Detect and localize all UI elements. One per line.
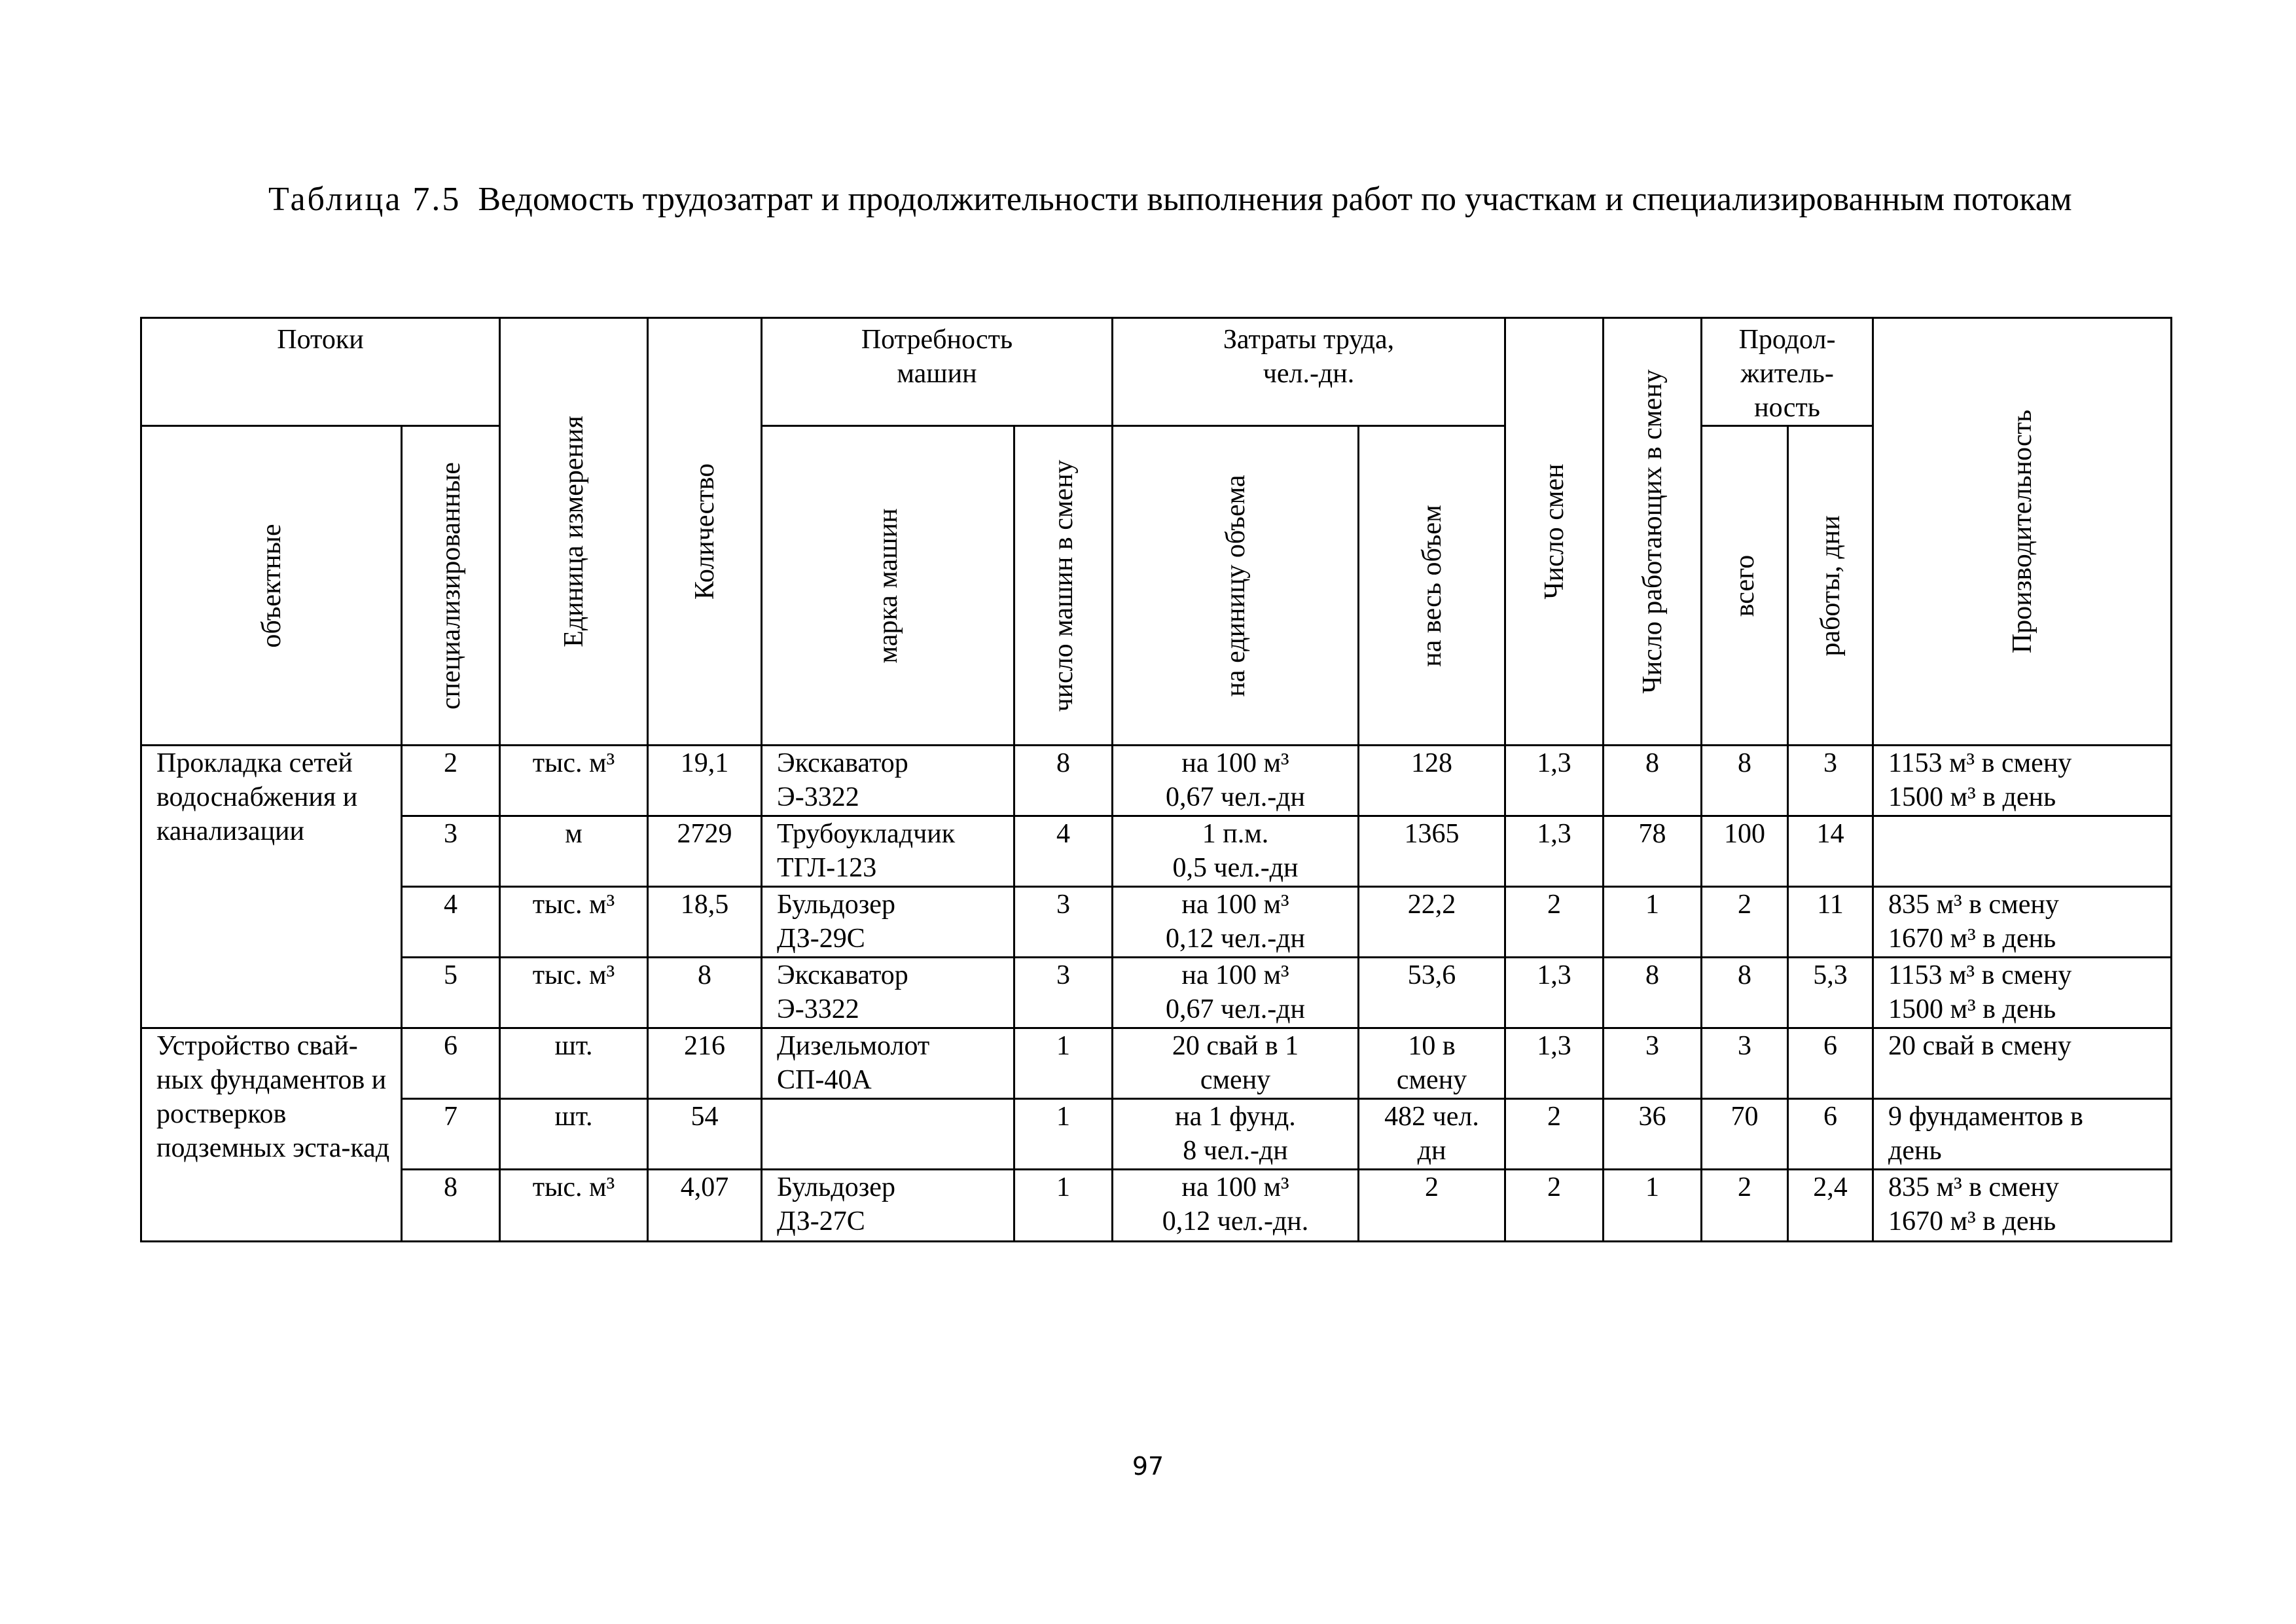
cell-brand <box>762 1028 1014 1099</box>
header-total-volume-text: на весь объем <box>1416 504 1447 667</box>
header-object-text: объектные <box>256 523 287 648</box>
header-machines-per-shift-text: число машин в смену <box>1048 459 1079 712</box>
header-unit-text: Единица измерения <box>558 416 589 647</box>
header-qty-text: Количество <box>689 463 720 600</box>
cell-dur-work: 2,4 <box>1788 1170 1873 1242</box>
total-line: 10 в <box>1408 1031 1456 1061</box>
cell-workers: 1 <box>1604 1170 1702 1242</box>
cell-dur-total: 70 <box>1702 1099 1788 1170</box>
cell-per-unit <box>1113 1099 1359 1170</box>
cell-brand <box>762 816 1014 887</box>
total-line: 482 чел. <box>1384 1102 1479 1132</box>
header-total-text: всего <box>1729 554 1760 617</box>
labor-table <box>140 317 2172 1242</box>
cell-qty: 19,1 <box>648 746 762 816</box>
total-line: 22,2 <box>1407 890 1456 920</box>
header-workers <box>1604 318 1702 746</box>
cell-workers: 36 <box>1604 1099 1702 1170</box>
prod-line: 835 м³ в смену <box>1888 890 2059 920</box>
cell-dur-total: 100 <box>1702 816 1788 887</box>
cell-dur-total: 8 <box>1702 958 1788 1028</box>
cell-qty: 4,07 <box>648 1170 762 1242</box>
header-workers-text: Число работающих в смену <box>1637 369 1668 694</box>
per-unit-line: на 100 м³ <box>1181 748 1289 778</box>
header-machines: Потребность машин <box>762 318 1113 426</box>
cell-workers: 78 <box>1604 816 1702 887</box>
cell-spec: 6 <box>402 1028 500 1099</box>
cell-total-volume <box>1359 958 1505 1028</box>
header-per-unit <box>1113 426 1359 746</box>
cell-per-unit <box>1113 746 1359 816</box>
cell-qty: 8 <box>648 958 762 1028</box>
cell-dur-total: 3 <box>1702 1028 1788 1099</box>
cell-machines-per-shift: 3 <box>1014 958 1113 1028</box>
cell-qty: 18,5 <box>648 887 762 958</box>
cell-spec: 5 <box>402 958 500 1028</box>
cell-unit: шт. <box>500 1099 648 1170</box>
cell-productivity <box>1873 1099 2172 1170</box>
header-work-days-text: работы, дни <box>1815 514 1846 657</box>
prod-line: 1153 м³ в смену <box>1888 960 2072 990</box>
brand-line: ДЗ-29С <box>777 924 865 954</box>
cell-unit: шт. <box>500 1028 648 1099</box>
cell-total-volume <box>1359 887 1505 958</box>
header-special <box>402 426 500 746</box>
cell-per-unit <box>1113 958 1359 1028</box>
header-duration: Продол- житель- ность <box>1702 318 1873 426</box>
cell-productivity <box>1873 958 2172 1028</box>
cell-dur-work: 14 <box>1788 816 1873 887</box>
cell-machines-per-shift: 8 <box>1014 746 1113 816</box>
prod-line: 1153 м³ в смену <box>1888 748 2072 778</box>
table-row <box>141 1099 2172 1170</box>
per-unit-line: на 100 м³ <box>1181 890 1289 920</box>
cell-productivity <box>1873 746 2172 816</box>
cell-unit: м <box>500 816 648 887</box>
cell-total-volume <box>1359 1170 1505 1242</box>
cell-spec: 3 <box>402 816 500 887</box>
header-brand-text: марка машин <box>872 507 903 664</box>
cell-dur-work: 6 <box>1788 1028 1873 1099</box>
cell-machines-per-shift: 3 <box>1014 887 1113 958</box>
table-caption <box>157 175 2160 224</box>
per-unit-line: 0,5 чел.-дн <box>1172 853 1299 883</box>
page-number: 97 <box>1132 1452 1164 1481</box>
brand-line: ТГЛ-123 <box>777 853 877 883</box>
table-row <box>141 1170 2172 1242</box>
header-special-text: специализированные <box>435 461 466 710</box>
cell-qty: 216 <box>648 1028 762 1099</box>
caption-label: Таблица 7.5 <box>268 181 461 218</box>
cell-shifts: 2 <box>1505 887 1604 958</box>
cell-productivity <box>1873 887 2172 958</box>
table-row <box>141 746 2172 816</box>
brand-line: Экскаватор <box>777 748 908 778</box>
cell-shifts: 1,3 <box>1505 958 1604 1028</box>
header-productivity <box>1873 318 2172 746</box>
header-qty <box>648 318 762 746</box>
total-line: смену <box>1396 1065 1467 1095</box>
cell-productivity <box>1873 1028 2172 1099</box>
prod-line: 1500 м³ в день <box>1888 782 2056 812</box>
per-unit-line: 1 п.м. <box>1202 819 1269 849</box>
cell-shifts: 1,3 <box>1505 816 1604 887</box>
header-shifts <box>1505 318 1604 746</box>
cell-machines-per-shift: 1 <box>1014 1170 1113 1242</box>
cell-spec: 2 <box>402 746 500 816</box>
cell-spec: 8 <box>402 1170 500 1242</box>
per-unit-line: 0,12 чел.-дн. <box>1162 1206 1309 1236</box>
table-row <box>141 816 2172 887</box>
cell-brand <box>762 1099 1014 1170</box>
cell-unit: тыс. м³ <box>500 958 648 1028</box>
cell-workers: 8 <box>1604 746 1702 816</box>
brand-line: Бульдозер <box>777 890 895 920</box>
prod-line: день <box>1888 1136 1942 1166</box>
group-cell: Прокладка сетей водоснабжения и канализации <box>141 746 402 1028</box>
cell-qty: 54 <box>648 1099 762 1170</box>
cell-dur-work: 5,3 <box>1788 958 1873 1028</box>
cell-brand <box>762 1170 1014 1242</box>
prod-line: 1670 м³ в день <box>1888 1206 2056 1236</box>
cell-workers: 1 <box>1604 887 1702 958</box>
brand-line: Бульдозер <box>777 1172 895 1202</box>
per-unit-line: на 100 м³ <box>1181 960 1289 990</box>
cell-per-unit <box>1113 1028 1359 1099</box>
brand-line: ДЗ-27С <box>777 1206 865 1236</box>
total-line: 128 <box>1411 748 1452 778</box>
cell-per-unit <box>1113 816 1359 887</box>
table-row <box>141 887 2172 958</box>
cell-total-volume <box>1359 1099 1505 1170</box>
cell-shifts: 1,3 <box>1505 746 1604 816</box>
brand-line: Экскаватор <box>777 960 908 990</box>
header-unit <box>500 318 648 746</box>
per-unit-line: на 1 фунд. <box>1175 1102 1296 1132</box>
per-unit-line: 0,67 чел.-дн <box>1165 782 1306 812</box>
cell-unit: тыс. м³ <box>500 1170 648 1242</box>
cell-shifts: 1,3 <box>1505 1028 1604 1099</box>
header-flows: Потоки <box>141 318 500 426</box>
table-row <box>141 958 2172 1028</box>
cell-machines-per-shift: 1 <box>1014 1028 1113 1099</box>
table-row <box>141 1028 2172 1099</box>
cell-unit: тыс. м³ <box>500 887 648 958</box>
cell-machines-per-shift: 1 <box>1014 1099 1113 1170</box>
per-unit-line: 0,67 чел.-дн <box>1165 994 1306 1024</box>
header-object <box>141 426 402 746</box>
per-unit-line: 20 свай в 1 <box>1172 1031 1299 1061</box>
prod-line: 20 свай в смену <box>1888 1031 2072 1061</box>
total-line: 53,6 <box>1407 960 1456 990</box>
total-line: дн <box>1417 1136 1446 1166</box>
header-labor: Затраты труда, чел.-дн. <box>1113 318 1505 426</box>
cell-brand <box>762 887 1014 958</box>
header-productivity-text: Производительность <box>2007 409 2037 654</box>
cell-dur-total: 8 <box>1702 746 1788 816</box>
per-unit-line: 8 чел.-дн <box>1183 1136 1288 1166</box>
header-work-days <box>1788 426 1873 746</box>
cell-machines-per-shift: 4 <box>1014 816 1113 887</box>
cell-workers: 3 <box>1604 1028 1702 1099</box>
per-unit-line: смену <box>1200 1065 1271 1095</box>
brand-line: Дизельмолот <box>777 1031 930 1061</box>
cell-productivity <box>1873 816 2172 887</box>
cell-unit: тыс. м³ <box>500 746 648 816</box>
cell-total-volume <box>1359 816 1505 887</box>
cell-shifts: 2 <box>1505 1170 1604 1242</box>
header-total <box>1702 426 1788 746</box>
cell-workers: 8 <box>1604 958 1702 1028</box>
prod-line: 9 фундаментов в <box>1888 1102 2083 1132</box>
cell-dur-work: 6 <box>1788 1099 1873 1170</box>
header-shifts-text: Число смен <box>1539 463 1570 600</box>
brand-line: Э-3322 <box>777 994 859 1024</box>
cell-dur-total: 2 <box>1702 1170 1788 1242</box>
cell-shifts: 2 <box>1505 1099 1604 1170</box>
cell-dur-work: 3 <box>1788 746 1873 816</box>
prod-line: 1670 м³ в день <box>1888 924 2056 954</box>
cell-total-volume <box>1359 1028 1505 1099</box>
per-unit-line: 0,12 чел.-дн <box>1165 924 1306 954</box>
cell-per-unit <box>1113 887 1359 958</box>
header-brand <box>762 426 1014 746</box>
header-machines-per-shift <box>1014 426 1113 746</box>
cell-dur-total: 2 <box>1702 887 1788 958</box>
cell-total-volume <box>1359 746 1505 816</box>
cell-per-unit <box>1113 1170 1359 1242</box>
cell-dur-work: 11 <box>1788 887 1873 958</box>
brand-line: СП-40А <box>777 1065 872 1095</box>
cell-brand <box>762 958 1014 1028</box>
per-unit-line: на 100 м³ <box>1181 1172 1289 1202</box>
total-line: 1365 <box>1404 819 1460 849</box>
cell-brand <box>762 746 1014 816</box>
cell-productivity <box>1873 1170 2172 1242</box>
total-line: 2 <box>1425 1172 1439 1202</box>
brand-line: Э-3322 <box>777 782 859 812</box>
caption-text: Ведомость трудозатрат и продолжительности выполнения работ по участкам и специализированным потокам <box>478 181 2072 218</box>
brand-line: Трубоукладчик <box>777 819 956 849</box>
group-cell: Устройство свай-ных фундаментов и ростверков подземных эста-кад <box>141 1028 402 1242</box>
header-total-volume <box>1359 426 1505 746</box>
cell-qty: 2729 <box>648 816 762 887</box>
prod-line: 1500 м³ в день <box>1888 994 2056 1024</box>
cell-spec: 4 <box>402 887 500 958</box>
cell-spec: 7 <box>402 1099 500 1170</box>
prod-line: 835 м³ в смену <box>1888 1172 2059 1202</box>
header-per-unit-text: на единицу объема <box>1220 474 1251 697</box>
